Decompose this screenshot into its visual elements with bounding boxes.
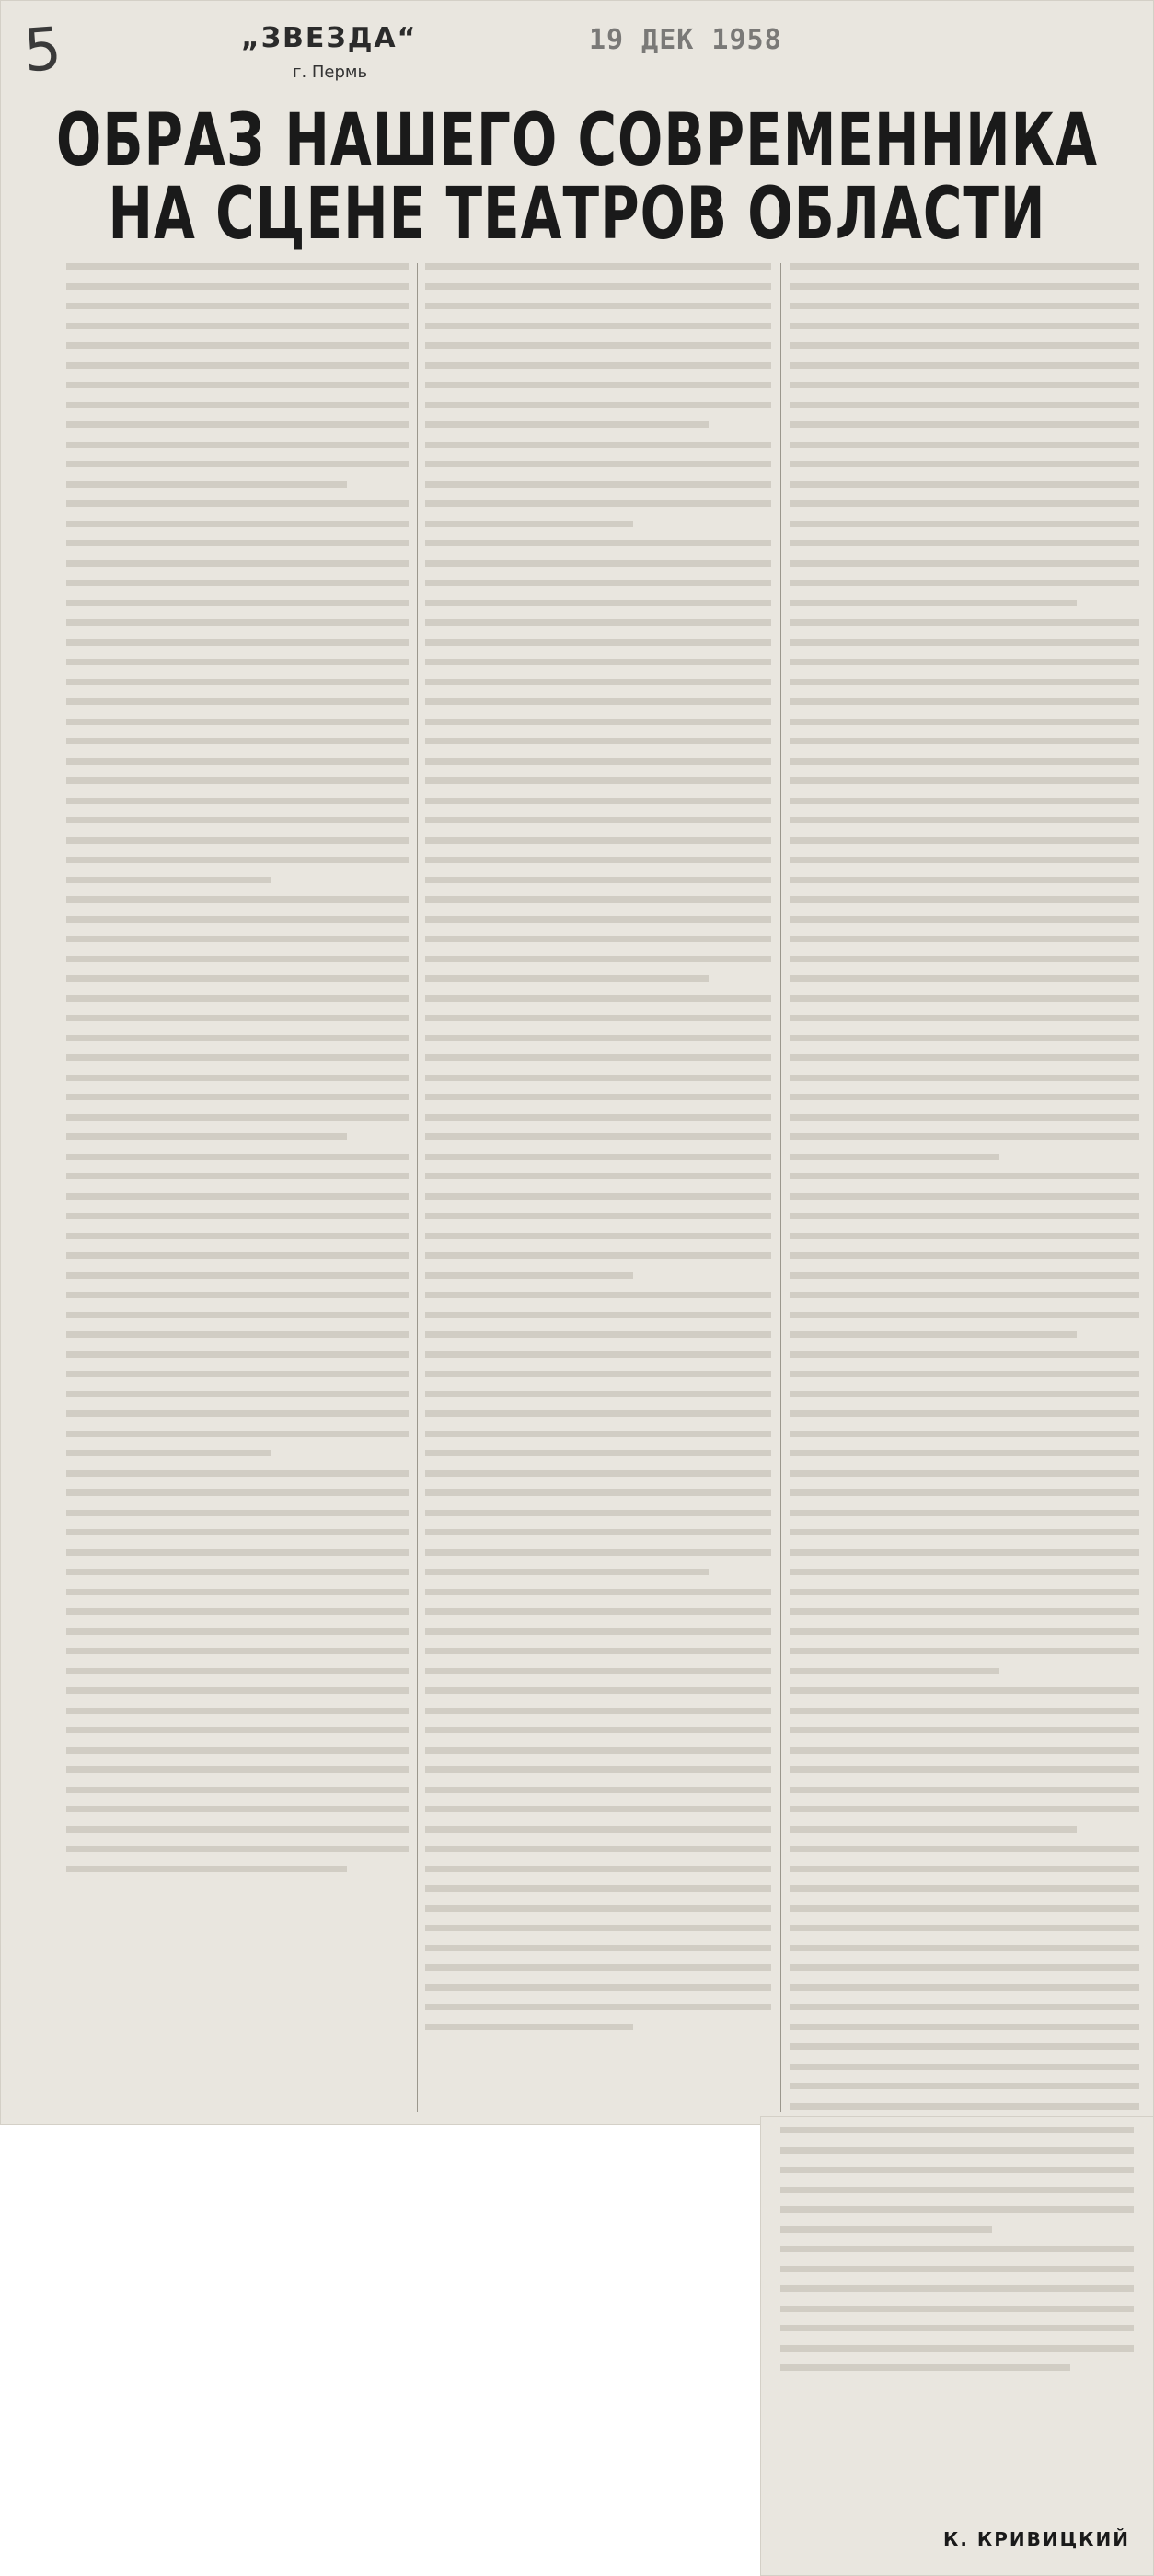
text-placeholder <box>425 263 771 428</box>
text-placeholder <box>790 263 1139 606</box>
text-placeholder <box>790 619 1139 1160</box>
text-placeholder <box>425 1589 771 2030</box>
text-placeholder <box>790 1687 1139 1833</box>
text-placeholder <box>425 995 771 1279</box>
text-placeholder <box>66 896 409 1140</box>
text-placeholder <box>780 2246 1134 2371</box>
column-divider <box>417 263 418 2112</box>
text-placeholder <box>790 1846 1139 2112</box>
date-stamp: 19 ДЕК 1958 <box>589 24 782 56</box>
headline-line-2: НА СЦЕНЕ ТЕАТРОВ ОБЛАСТИ <box>108 171 1046 256</box>
newspaper-city: г. Пермь <box>293 63 368 82</box>
author-signature: К. КРИВИЦКИЙ <box>942 2528 1130 2550</box>
article-column-2 <box>425 263 771 2112</box>
newspaper-name: „ЗВЕЗДА“ <box>241 22 418 54</box>
article-column-3 <box>790 263 1139 2112</box>
article-column-1 <box>66 263 409 2112</box>
text-placeholder <box>790 1351 1139 1674</box>
text-placeholder <box>66 1470 409 1872</box>
pencil-mark: 5 <box>21 15 64 86</box>
text-placeholder <box>425 442 771 527</box>
text-placeholder <box>425 540 771 982</box>
text-placeholder <box>66 263 409 488</box>
text-placeholder <box>66 500 409 883</box>
text-placeholder <box>66 1154 409 1457</box>
text-placeholder <box>425 1292 771 1575</box>
column-divider <box>780 263 781 2112</box>
text-placeholder <box>790 1173 1139 1338</box>
headline-line-1: ОБРАЗ НАШЕГО СОВРЕМЕННИКА <box>56 98 1098 182</box>
text-placeholder <box>780 2127 1134 2233</box>
article-column-4 <box>780 2127 1134 2510</box>
